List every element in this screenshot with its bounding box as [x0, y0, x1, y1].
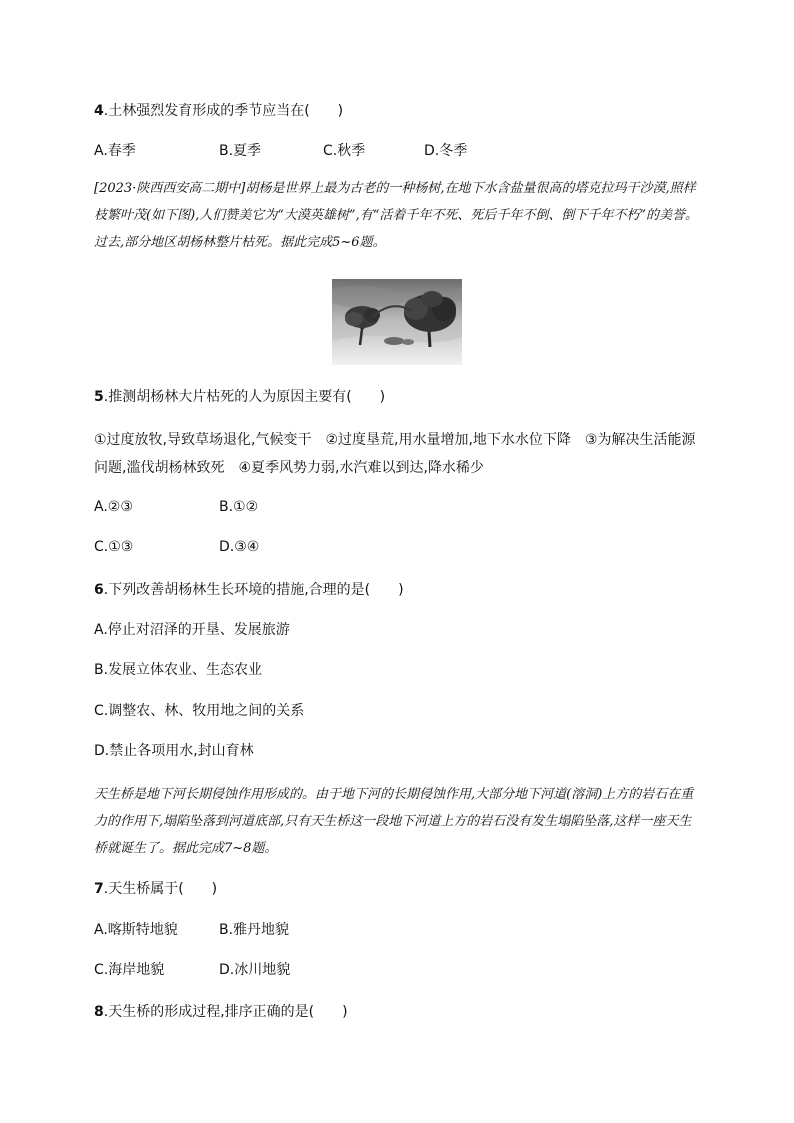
question-4	[94, 101, 343, 121]
question-stem: .推测胡杨林大片枯死的人为原因主要有( )	[103, 389, 386, 405]
photo-image	[332, 279, 462, 365]
question-number: 4	[94, 103, 104, 119]
q6-option-b: B.发展立体农业、生态农业	[94, 662, 263, 678]
q5-option-c: C.①③	[94, 539, 134, 555]
q4-option-d: D.冬季	[424, 143, 468, 159]
question-6	[94, 580, 404, 600]
question-number: 7	[94, 881, 104, 897]
question-8	[94, 1002, 348, 1022]
q7-option-d: D.冰川地貌	[219, 962, 291, 978]
q5-option-a: A.②③	[94, 499, 133, 515]
q4-option-b: B.夏季	[219, 143, 262, 159]
question-number: 6	[94, 582, 104, 598]
question-stem: .天生桥属于( )	[103, 881, 218, 897]
q5-option-d: D.③④	[219, 539, 260, 555]
question-5	[94, 387, 385, 407]
q6-option-a: A.停止对沼泽的开垦、发展旅游	[94, 622, 290, 638]
q7-option-c: C.海岸地貌	[94, 962, 165, 978]
q7-option-b: B.雅丹地貌	[219, 922, 290, 938]
question-stem: .天生桥的形成过程,排序正确的是( )	[103, 1004, 348, 1020]
question-7	[94, 879, 217, 899]
question-stem: .下列改善胡杨林生长环境的措施,合理的是( )	[103, 582, 404, 598]
q7-option-a: A.喀斯特地貌	[94, 922, 178, 938]
q4-option-c: C.秋季	[323, 143, 366, 159]
q4-option-a: A.春季	[94, 143, 136, 159]
q5-option-b: B.①②	[219, 499, 259, 515]
reading-material-2: 天生桥是地下河长期侵蚀作用形成的。由于地下河的长期侵蚀作用,大部分地下河道(溶洞)上方的岩石在重力的作用下,塌陷坠落到河道底部,只有天生桥这一段地下河道上方的岩石没有发生塌陷坠落,这样一座天生桥就诞生了。据此完成7~8题。	[94, 787, 694, 856]
reading-material-1: [2023·陕西西安高二期中]胡杨是世界上最为古老的一种杨树,在地下水含盐量很高的塔克拉玛干沙漠,照样枝繁叶茂(如下图),人们赞美它为“大漠英雄树”,有“活着千年不死、死后千年不倒、倒下千年不朽”的美誉。过去,部分地区胡杨林整片枯死。据此完成5~6题。	[94, 181, 698, 250]
q5-statements: ①过度放牧,导致草场退化,气候变干 ②过度垦荒,用水量增加,地下水水位下降 ③为解决生活能源问题,滥伐胡杨林致死 ④夏季风势力弱,水汽难以到达,降水稀少	[94, 432, 696, 476]
question-stem: .土林强烈发育形成的季节应当在( )	[103, 103, 344, 119]
question-number: 8	[94, 1004, 104, 1020]
q6-option-c: C.调整农、林、牧用地之间的关系	[94, 703, 305, 719]
poplar-trees-photo	[332, 279, 462, 365]
q6-option-d: D.禁止各项用水,封山育林	[94, 743, 254, 759]
question-number: 5	[94, 389, 104, 405]
